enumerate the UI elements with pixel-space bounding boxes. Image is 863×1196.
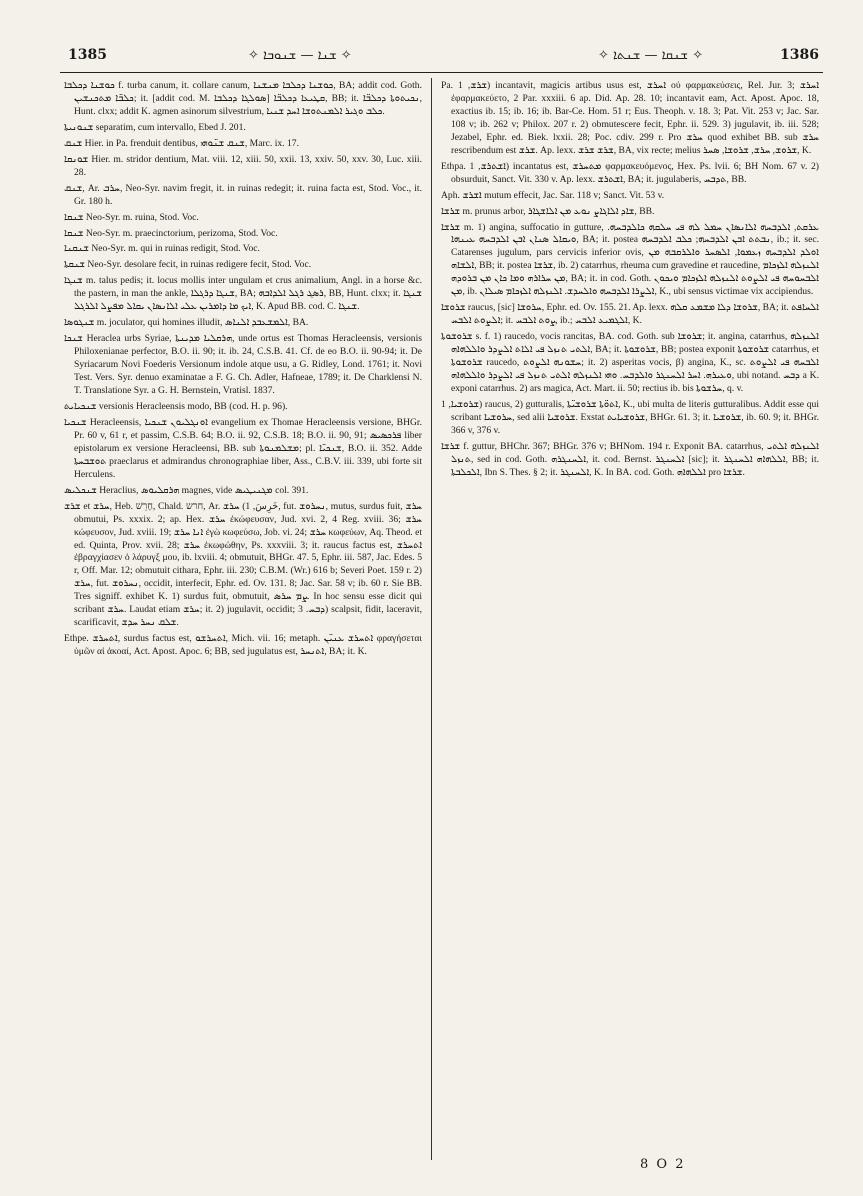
dictionary-entry: ܫܢܩ, Ar. ܚܪܒ, Neo-Syr. navim fregit, it. in ruinas redegit; it. ruina facta est, Stod. Voc., it. Gr. 180 h. <box>64 182 422 207</box>
dictionary-entry: ܫܪܫܐ m. prunus arbor, ܫܐܕ ܐܠܐܓܐܨ ܢܘܥ ܡܢ ܐܠܐܫܓܐܪ, BB. <box>441 205 655 217</box>
dictionary-entry: Aph. ܐܫܪܫ mutum effecit, Jac. Sar. 118 v; Sanct. Vit. 53 v. <box>441 189 665 201</box>
right-column <box>441 80 819 1156</box>
dictionary-entry: ܫܢܟܐ Heraclea urbs Syriae, ܗܪܩܠܝܐ ܡܕܝܢܬܐ, unde ortus est Thomas Heracleensis, versionis Philoxenianae perfector, B.O. ii. 90; it. ib. 24, C.S.B. 41. Cf. de eo B.O. ii. 90-94; it. De Syriacarum Novi Foederis Versionum indole atque usu, a G. Ridley, Lond. 1761; it. Novi Test. Vers. Syr. denuo examinatae a F. G. Ch. Adler, Hafneae, 1789; it. De Charklensi N. T. Translatione Syr. a G. H. Bernstein, Vratisl. 1837. <box>64 333 422 397</box>
left-page-number: 1385 <box>68 47 107 63</box>
dictionary-entry: ܫܢܩܐ Neo-Syr. m. praecinctorium, perizoma, Stod. Voc. <box>64 227 278 239</box>
dictionary-entry: ܫܢܟܠܝܣ Heraclius, ܗܪܩܠܝܘܣ magnes, vide ܡܓܢܝܛܝܣ col. 391. <box>64 484 309 496</box>
dictionary-entry: ܫܪܫܐ m. 1) angina, suffocatio in gutture, ܥܪܩܬ, ܐܠܕܒܚܗ ܐܠܐܢܣܐܢ ܚܡܠ ܠܗ ܦܝ ܚܠܩܗ ܟܐܠܕܒܚܗ. ܘܝܩܐܠ ܣܢܐܢ ܐܒܢ ܐܠܕܒܚܗ ܥܝܢܗܐ, BA; it. postea ܢܒܬܬ ܐܒܢ ܐܠܕܒܚܗ; ܟܠܒ ܐܠܕܒܚܗ, ib.; it. sec. Catarenses jugulum, pars cervicis inferior ovis, ܐܘܠܕ ܐܠܕܒܚܗ ܙܥܡܘܐ, ܐܠܣܚܪ ܘܐܠܪܩܒܗ ܡܢ ܐܠܫܐܗ, BB; it. postea ܫܪܫܐ, ib. 2) catarrhus, rheuma cum gravedine et raucedine, ܐܠܢܙܠܗ ܐܠܙܟܐܡ ܡܢ ܚܪܐܪܗ ܘܡܐ ܟܐܢ ܡܢ ܒܪܘܕܗ, BA; it. in cod. Goth. ܐܠܒܚܘܚܗ ܦܝ ܐܠܨܘܬ ܐܠܢܙܠܗ ܐܠܙܟܐܡ ܘܝܟܘܢ ܡܢ, ib. ܐܠܨܪܐ ܐܠܕܒܚܗ ܘܐܠܚܕܫ. ܐܠܢܙܠܗ ܐܠܙܟܐܡ ܣܝܠܐܢ, K., ubi sensus victimae vix accipiendus. <box>441 221 819 298</box>
dictionary-entry: ܫܢܘܢܝܬܐ separatim, cum intervallo, Ebed J. 201. <box>64 121 246 133</box>
dictionary-entry: ܫܢܩ Hier. in Pa. frenduit dentibus, ܫܢܩ ܫܢ̈ܘܗܝ, Marc. ix. 17. <box>64 137 299 149</box>
dictionary-entry: ܫܪܫܐ f. guttur, BHChr. 367; BHGr. 376 v; BHNom. 194 r. Exponit BA. catarrhus, ܐܠܢܙܠܗ ܐܠܬܝ ܬܢܙܠ, sed in cod. Goth. ܐܠܚܢܓܪܗ, it. cod. Bernst. ܐܠܚܢܓܪ [sic]; it. ܐܠܠܗܐܗ ܐܠܚܢܓܪ, BB; it. ܐܠܟܠܒܬܐ, Ibn S. Thes. § 2; it. ܐܠܚܢܓܪ, K. In BA. cod. Goth. ܐܠܠܗܐܗ pro ܫܪܫܐ. <box>441 440 819 478</box>
right-page-number: 1386 <box>780 47 819 63</box>
dictionary-entry: ܫܪܫ et ܚܪܫ, Heb. חָרֵשׁ, Chald. חרש, Ar. خَرِسَ, 1) ܚܪܫ, fut. ܢܚܪܘܫ, mutus, surdus fuit, ܚܪܫ obmutui, Ps. xxxix. 2; ap. Hex. ܚܪܫ ἐκώφευσαν, Jud. xvi. 2, 4 Reg. xviii. 36; ܚܪܫ κώφευσον, Jud. xviii. 19; ܐܢܐ ܚܪܫ ἐγὼ κωφεύσω, Job. vi. 24; ܚܪܫ κωφεύων, Aq. Theod. et ed. Quinta, Prov. xvii. 28; ܚܪܫ ἐκωφώθην, Ps. xxxviii. 3; it. raucus factus est, ܐܬܚܪܫ ἐβραγχίασεν ὁ λάρυγξ μου, ib. lxviii. 4; obmutuit, BHGr. 47. 5, Ephr. iii. 587, Jac. Edes. 5 r, Off. Mar. 12; obmutuit cithara, Ephr. iii. 230; C.B.M. (Wr.) 616 b; Severi Poet. 159 r. 2) ܚܪܫ, fut. ܢܚܪܘܫ, occidit, interfecit, Ephr. ed. Ov. 131. 8; Jac. Sar. 58 v; ib. 60 r. Sie BB. Tres signiff. exhibet K. 1) surdus fuit, obmutuit, ܨܡ ܚܪܣ. In hoc sensu esse dicit qui scribant ܚܪܫ. Laudat etiam ܚܪܫ; it. 2) jugulavit, occidit; ܕܒܚ. 3) scalpsit, fidit, laceravit, scarificavit, ܫܠܩ ܢܚܪ ܚܕܫ. <box>64 500 422 629</box>
dictionary-entry: ܫܘܢܩܐ Hier. m. stridor dentium, Mat. viii. 12, xiii. 50, xxii. 13, xxiv. 50, xxv. 30, Luc. xiii. 28. <box>64 153 422 178</box>
dictionary-entry: ܫܢܩܐ Neo-Syr. m. ruina, Stod. Voc. <box>64 211 199 223</box>
left-column <box>64 80 422 1156</box>
dictionary-entry: ܫܢܓܐ m. talus pedis; it. locus mollis inter ungulam et crus animalium, Angl. in a horse &c. the pastern, in man the ankle, ܫܢܓܐ ܕܪܓܠܐ, BA; ܪܣܓ ܪܓܠ ܐܠܕܐܒܗ, BB, Hunt. clxx; it. ܫܢܓܐ ܐܝܟ ܡܐ ܕܐܡܪܝܢ ܥܠܝ ܐܠܐܢܣܐܢ ܝܩܐܠ ܡܦܨܠ ܐܠܪܓܠ, K. Apud BB. cod. C. ܫܢܓܐ. <box>64 275 422 313</box>
dictionary-entry: Ethpe. ܐܬܚܪܫ, surdus factus est, ܐܬܚܪܫܘ, Mich. vii. 16; metaph. ܐܬܚܪܫ ܥܢܝ̈ܢ φραγήσεται ὑμῶν αἱ ἀκοαί, Act. Apost. Apoc. 6; BB, sed jugulatus est, ܐܬܢܚܪ, BA; it. K. <box>64 633 422 658</box>
dictionary-entry: ܫܢܩܬܐ Neo-Syr. desolare fecit, in ruinas redigere fecit, Stod. Voc. <box>64 259 312 271</box>
signature-mark: 8 O 2 <box>640 1157 686 1172</box>
dictionary-entry: Pa. ܫܪܫ, 1) incantavit, magicis artibus usus est, ܐܚܪܫ οὐ φαρμακεύσεις, Rel. Jur. 3; ܐܚܪܫ ἐφαρμακεύετο, 2 Par. xxxiii. 6 ap. Did. Ap. 28. 10; incantavit eam, Act. Apost. Apoc. 18, exactius ib. 15; ib. 16; ib. Bar-Ce. Hom. 51 r; Eus. Theoph. v. 18. 3; Pat. Vit. 253 v; Jac. Sar. 108 v; ib. 262 v; Philox. 207 r. 2) obmutescere fecit, Ephr. ii. 529. 3) jugulavit, ib. iii. 528; Jezabel, Ephr. ed. Biek. lxxii. 28; Poc. cdiv. 299 r. Pro ܚܪܫ quod exhibet BB. sub ܚܪܫ rescribendum est ܫܪܫ. Ap. lexx. ܫܪܫ ܫܪܫ, BA, vix recte; melius ܫܪܘܫ, ܚܪܫ, ܫܪܘܫܐ, ܣܚܪ, K. <box>441 80 819 156</box>
dictionary-entry: ܫܪܘܫܝܐ, 1) raucus, 2) gutturalis, ܐܬܘ̈ܬܐ ܫܪܘܫܝ̈ܬܐ, K., ubi multa de literis gutturalibus. Addit esse qui scribant ܚܪܘܫܝܐ, sed alii ܫܪܘܫܝܐ. Exstat ܫܪܘܫܝܐܝܬ, BHGr. 61. 3; it. ܫܪܘܫܝܐ, ib. 60. 9; it. BHGr. 366 v, 376 v. <box>441 398 819 436</box>
dictionary-entry: ܫܢܩܢܐ Neo-Syr. m. qui in ruinas redigit, Stod. Voc. <box>64 243 260 255</box>
dictionary-entry: ܫܢܓܘܣܐ m. joculator, qui homines illudit, ܐܠܡܫܥܒܕ ܐܠܢܐܣ, BA. <box>64 317 309 329</box>
left-running-title: ✧ ܫܢܐ — ܫܢܘܒܐ ✧ <box>248 47 352 63</box>
dictionary-entry: ܫܢܟܝܐ Heracleensis, ܐܘܢܓܠܝܘܢ ܫܢܟܝܐ evangelium ex Thomae Heracleensis versione, BHGr. Pr. 60 v, 61 r, et passim, C.S.B. 64; B.O. ii. 92, C.S.B. 18; B.O. ii. 90, 91; ܦܪܟܣܝܣ liber epistolarum ex versione Heracleensi, BB. sub ܡܫܠܡܢܘܬܐ; pl. ܫܢܟܝ̈ܐ, B.O. ii. 352. Adde ܬܘܫܒܚܬܐ praeclarus et admirandus chronographiae liber, Ass., C.B.V. iii. 339, ubi forte sit Herculens. <box>64 416 422 480</box>
dictionary-entry: ܫܪܘܫܘܬܐ s. f. 1) raucedo, vocis rancitas, BA. cod. Goth. sub ܫܪܘܫܐ; it. angina, catarrhus, ܐܠܢܙܠܗ ܐܠܬܝ ܬܢܙܠ ܦܝ ܐܠܐܬ ܐܠܨܕܪ ܘܐܠܠܗܐܗ, BA; it. ܫܪܘܫܘܬܐ, BB; postea exponit ܫܪܘܫܘܬܐ catarrhus, et ܫܪܘܫܘܬܐ raucedo, ܚܫܘܢܗ ܐܠܨܘܬ; it. 2) asperitas vocis, β) angina, K., sc. ܐܠܒܚܗ ܦܝ ܐܠܨܘܬ ܘܥܝܪܗ. ܐܚܪ ܐܠܚܢܓܪ ܘܐܠܕܒܚ. ܘܗܝ ܐܠܢܙܠܗ ܐܠܬܝ ܬܢܙܠ ܦܝ ܐܠܨܕܪ ܘܐܠܠܗܐܗ, ubi notand. ܕܒܚ a K. exponi catarrhus. 2) ars magica, Act. Mart. ii. 50; rectius ib. bis ܚܪܫܘܬܐ, q. v. <box>441 331 819 394</box>
page-header <box>60 44 823 66</box>
header-rule <box>60 72 823 73</box>
dictionary-entry: ܫܪܘܫܐ raucus, [sic] ܚܪܘܫܐ, Ephr. ed. Ov. 155. 21. Ap. lexx. ܫܪܘܫܐ ܕܠܐ ܡܫܡܥ ܩܠܗ, BA; it. ܐܠܚܐܦܬ ܐܠܨܘܬ ܐܠܒܚ; it. ܨܘܬ ܐܠܒܚ, ib.; ܐܠܓܡܝܥ ܐܠܒܚ, K. <box>441 302 819 327</box>
right-running-title: ✧ ܫܢܩܐ — ܫܢܬܐ ✧ <box>598 47 704 63</box>
dictionary-entry: ܫܢܟܝܐܝܬ versionis Heracleensis modo, BB (cod. H. p. 96). <box>64 400 288 412</box>
dictionary-entry: ܟܘܫܢܐ ܕܟܠܒܐ f. turba canum, it. collare canum, ܟܘܫܢܐ ܕܟܠܒܐ ܡܢܫܢܐ, BA; addit cod. Goth. ܟܠܒ̈ܐ ܡܬܟܢܫܝܢ; it. [addit cod. M. ܣܘܠܓܐ ܕܟܠܒܐ] ܩܛܝܥܐ ܕܟܠܒ̈ܐ, BB; it. ܢܟܝܬܘܬܐ ܕܟܠܒ̈ܐ, Hunt. clxx; addit K. agmen asinorum silvestrium, ܟܠܒ ܘܓܝܪ ܐܠܡܢܬܘܫܐ ܐܚܕ ܫܢܝܐ. <box>64 80 422 117</box>
column-divider <box>431 78 432 1160</box>
dictionary-entry: Ethpa. ܐܫܬܪܫ, 1) incantatus est, ܡܬܚܪܫ φαρμακευόμενος, Hex. Ps. lvii. 6; BH Nom. 67 v. 2) obsurduit, Sanct. Vit. 330 v. Ap. lexx. ܐܫܬܪܫ, BA; it. jugulaberis, ܬܕܒܚ, BB. <box>441 160 819 185</box>
